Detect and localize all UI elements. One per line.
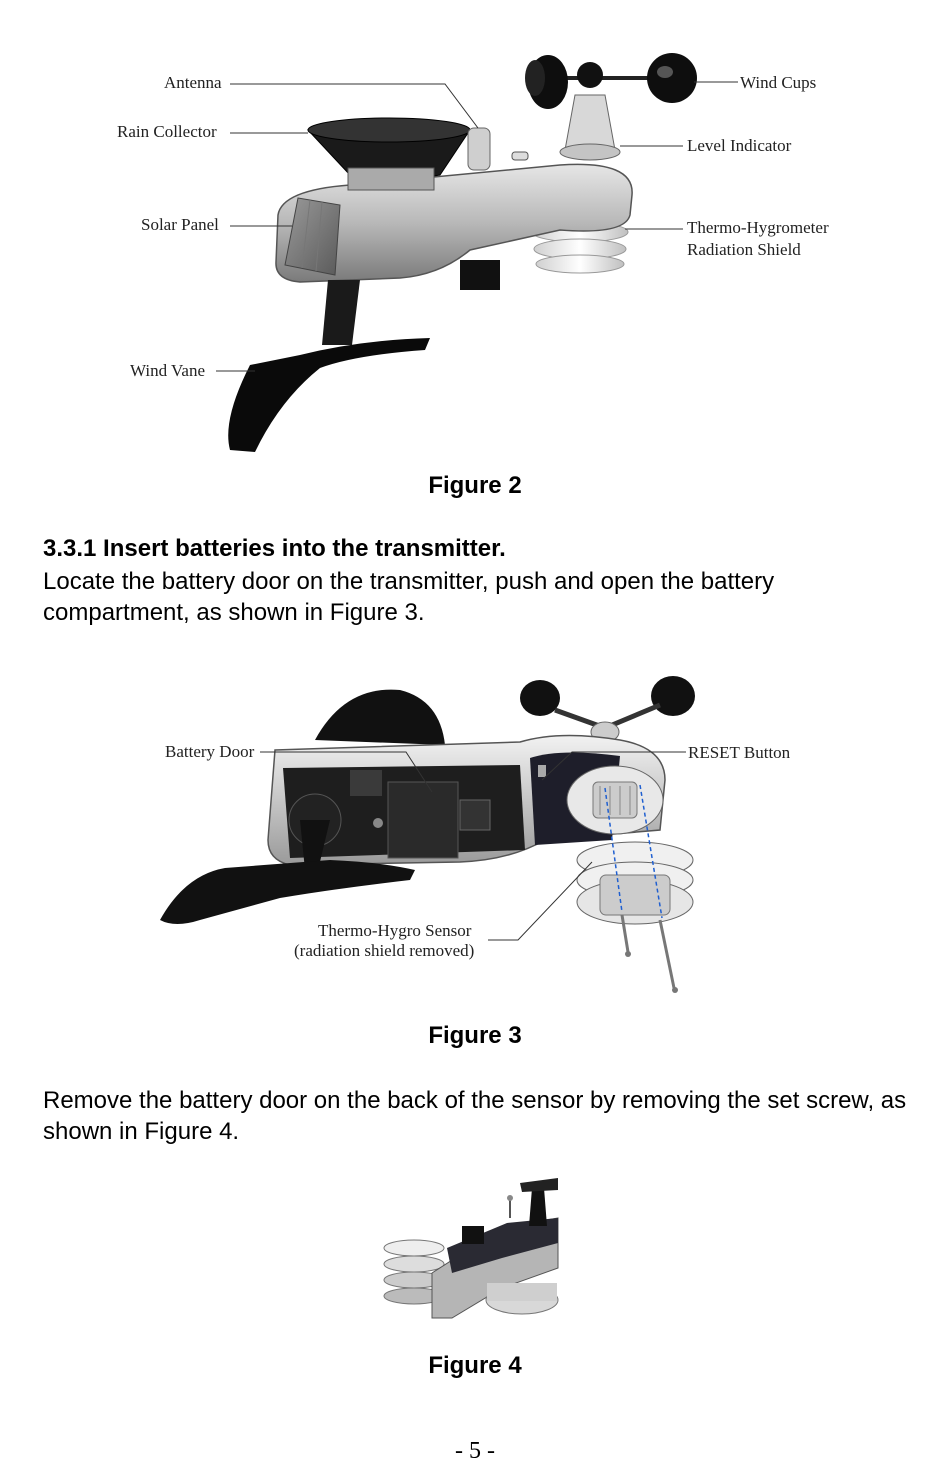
section-heading: 3.3.1 Insert batteries into the transmitter. bbox=[43, 535, 506, 562]
figure-2-caption: Figure 2 bbox=[428, 472, 522, 499]
label-antenna: Antenna bbox=[164, 73, 222, 92]
figure-4 bbox=[392, 1178, 558, 1318]
page-number: - 5 - bbox=[455, 1438, 495, 1464]
label-wind-vane: Wind Vane bbox=[130, 361, 206, 380]
label-level-indicator: Level Indicator bbox=[687, 136, 792, 155]
label-reset-button: RESET Button bbox=[688, 743, 791, 762]
label-radiation-shield: Radiation Shield bbox=[687, 240, 801, 259]
label-rain-collector: Rain Collector bbox=[117, 122, 217, 141]
set-screw-illustration bbox=[392, 1178, 558, 1318]
transmitter-back-illustration bbox=[0, 670, 950, 1010]
label-thermo-hygro-sensor: Thermo-Hygro Sensor bbox=[318, 921, 472, 940]
paragraph-remove-door: Remove the battery door on the back of the sensor by removing the set screw, as shown in Figure 4. bbox=[43, 1087, 907, 1145]
figure-2 bbox=[0, 0, 950, 470]
label-solar-panel: Solar Panel bbox=[141, 215, 219, 234]
paragraph-battery-door: Locate the battery door on the transmitter, push and open the battery compartment, as shown in Figure 3. bbox=[43, 568, 775, 626]
label-thermo-hygrometer: Thermo-Hygrometer bbox=[687, 218, 829, 237]
figure-3-caption: Figure 3 bbox=[428, 1022, 522, 1049]
label-radiation-shield-removed: (radiation shield removed) bbox=[294, 941, 475, 960]
label-wind-cups: Wind Cups bbox=[740, 73, 817, 92]
figure-4-caption: Figure 4 bbox=[428, 1352, 522, 1379]
figure-3 bbox=[0, 670, 950, 1010]
label-battery-door: Battery Door bbox=[165, 742, 255, 761]
